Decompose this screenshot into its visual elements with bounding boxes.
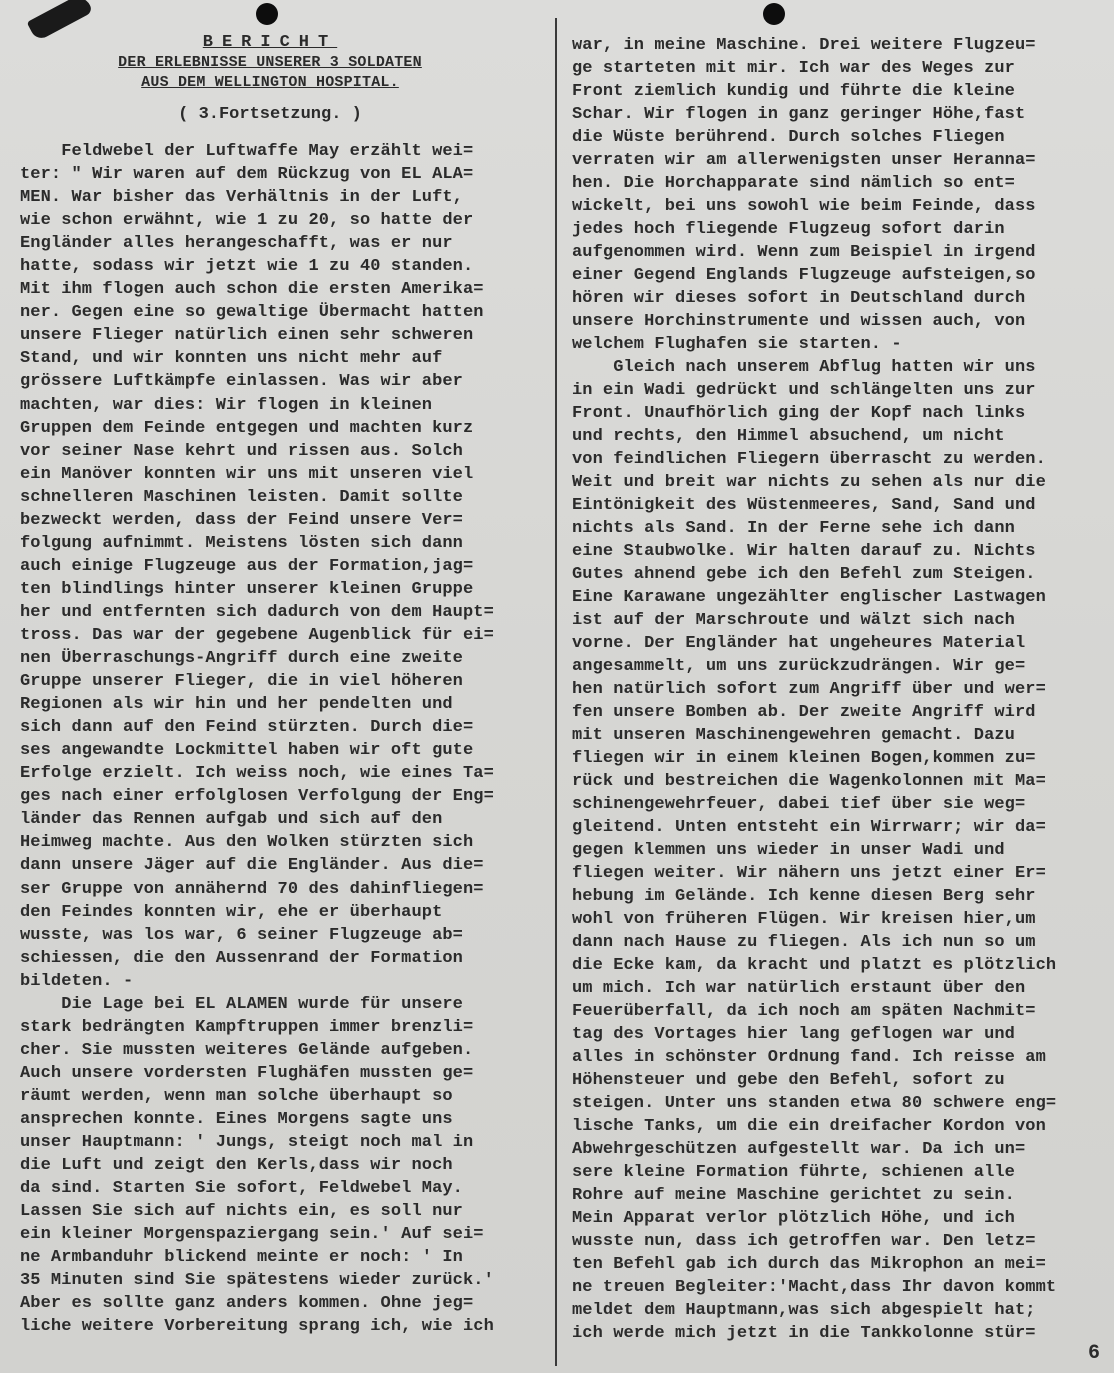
text-line: die Luft und zeigt den Kerls,dass wir noch bbox=[20, 1156, 453, 1176]
text-line: Rohre auf meine Maschine gerichtet zu sein. bbox=[572, 1186, 1015, 1205]
text-line: schiessen, die den Aussenrand der Formation bbox=[20, 948, 463, 968]
page-number: 6 bbox=[1087, 1342, 1100, 1365]
text-line: sich dann auf den Feind stürzten. Durch die= bbox=[20, 718, 474, 738]
text-line: ser Gruppe von annähernd 70 des dahinfliegen= bbox=[20, 879, 484, 899]
text-line: vorne. Der Engländer hat ungeheures Material bbox=[572, 634, 1026, 653]
report-header bbox=[80, 32, 460, 125]
column-divider bbox=[555, 18, 557, 1366]
text-line: steigen. Unter uns standen etwa 80 schwere eng= bbox=[572, 1094, 1057, 1113]
text-line: Schar. Wir flogen in ganz geringer Höhe,fast bbox=[572, 105, 1026, 124]
punch-hole-right bbox=[763, 3, 785, 25]
text-line: Höhensteuer und gebe den Befehl, sofort zu bbox=[572, 1071, 1005, 1090]
text-line: Weit und breit war nichts zu sehen als nur die bbox=[572, 473, 1046, 492]
text-line: wohl von früheren Flügen. Wir kreisen hier,um bbox=[572, 910, 1036, 929]
text-line: Heimweg machte. Aus den Wolken stürzten sich bbox=[20, 833, 474, 853]
text-line: MEN. War bisher das Verhältnis in der Luft, bbox=[20, 188, 463, 208]
text-line: liche weitere Vorbereitung sprang ich, wie ich bbox=[20, 1317, 494, 1337]
text-line: Front ziemlich kundig und führte die kleine bbox=[572, 82, 1015, 101]
text-line: hebung im Gelände. Ich kenne diesen Berg sehr bbox=[572, 887, 1036, 906]
text-line: Gleich nach unserem Abflug hatten wir uns bbox=[572, 358, 1036, 377]
text-line: von feindlichen Fliegern überrascht zu werden. bbox=[572, 450, 1046, 469]
text-line: Feuerüberfall, da ich noch am späten Nachmit= bbox=[572, 1002, 1036, 1021]
text-line: fliegen wir in einem kleinen Bogen,kommen zu= bbox=[572, 749, 1036, 768]
continuation-label: ( 3.Fortsetzung. ) bbox=[178, 105, 362, 124]
text-line: gleitend. Unten entsteht ein Wirrwarr; wir da= bbox=[572, 818, 1046, 837]
text-line: länder das Rennen aufgab und sich auf den bbox=[20, 810, 443, 830]
text-line: Mit ihm flogen auch schon die ersten Amerika= bbox=[20, 280, 484, 300]
text-line: Erfolge erzielt. Ich weiss noch, wie eines Ta= bbox=[20, 764, 494, 784]
text-line: sere kleine Formation führte, schienen alle bbox=[572, 1163, 1015, 1182]
text-line: machten, war dies: Wir flogen in kleinen bbox=[20, 395, 433, 415]
text-line: welchem Flughafen sie starten. - bbox=[572, 335, 902, 354]
text-line: schinengewehrfeuer, dabei tief über sie weg= bbox=[572, 795, 1026, 814]
text-line: die Ecke kam, da kracht und platzt es plötzlich bbox=[572, 956, 1057, 975]
text-line: aufgenommen wird. Wenn zum Beispiel in irgend bbox=[572, 243, 1036, 262]
text-line: ses angewandte Lockmittel haben wir oft gute bbox=[20, 741, 474, 761]
text-line: in ein Wadi gedrückt und schlängelten uns zur bbox=[572, 381, 1036, 400]
text-line: da sind. Starten Sie sofort, Feldwebel May. bbox=[20, 1179, 463, 1199]
text-line: dann nach Hause zu fliegen. Als ich nun so um bbox=[572, 933, 1036, 952]
text-line: um mich. Ich war natürlich erstaunt über den bbox=[572, 979, 1026, 998]
text-line: rück und bestreichen die Wagenkolonnen mit Ma= bbox=[572, 772, 1046, 791]
text-line: hen natürlich sofort zum Angriff über und wer= bbox=[572, 680, 1046, 699]
text-line: tross. Das war der gegebene Augenblick für ei= bbox=[20, 625, 494, 645]
text-line: meldet dem Hauptmann,was sich abgespielt hat; bbox=[572, 1301, 1036, 1320]
report-title: BERICHT bbox=[202, 33, 338, 52]
text-line: Engländer alles herangeschafft, was er nur bbox=[20, 234, 453, 254]
text-line: ansprechen konnte. Eines Morgens sagte uns bbox=[20, 1109, 453, 1129]
text-line: stark bedrängten Kampftruppen immer brenzli= bbox=[20, 1017, 474, 1037]
text-line: ich werde mich jetzt in die Tankkolonne stür= bbox=[572, 1324, 1036, 1343]
text-line: angesammelt, um uns zurückzudrängen. Wir ge= bbox=[572, 657, 1026, 676]
text-line: eine Staubwolke. Wir halten darauf zu. Nichts bbox=[572, 542, 1036, 561]
text-line: nichts als Sand. In der Ferne sehe ich dann bbox=[572, 519, 1015, 538]
text-line: ges nach einer erfolglosen Verfolgung der Eng= bbox=[20, 787, 494, 807]
text-line: Eine Karawane ungezählter englischer Lastwagen bbox=[572, 588, 1046, 607]
text-line: ten blindlings hinter unserer kleinen Gruppe bbox=[20, 579, 474, 599]
text-line: Eintönigkeit des Wüstenmeeres, Sand, Sand und bbox=[572, 496, 1036, 515]
text-line: nen Überraschungs-Angriff durch eine zweite bbox=[20, 649, 463, 669]
text-line: tag des Vortages hier lang geflogen war und bbox=[572, 1025, 1015, 1044]
text-line: ten Befehl gab ich durch das Mikrophon an mei= bbox=[572, 1255, 1046, 1274]
text-line: Die Lage bei EL ALAMEN wurde für unsere bbox=[20, 994, 463, 1014]
text-line: grössere Luftkämpfe einlassen. Was wir aber bbox=[20, 372, 463, 392]
text-line: Aber es sollte ganz anders kommen. Ohne jeg= bbox=[20, 1294, 474, 1314]
punch-hole-left bbox=[256, 3, 278, 25]
text-line: ne Armbanduhr blickend meinte er noch: ' In bbox=[20, 1248, 463, 1268]
text-line: Lassen Sie sich auf nichts ein, es soll nur bbox=[20, 1202, 463, 1222]
text-line: ge starteten mit mir. Ich war des Weges zur bbox=[572, 59, 1015, 78]
text-line: wusste, was los war, 6 seiner Flugzeuge ab= bbox=[20, 925, 463, 945]
text-line: wickelt, bei uns sowohl wie beim Feinde, dass bbox=[572, 197, 1036, 216]
text-line: ein Manöver konnten wir uns mit unseren viel bbox=[20, 464, 474, 484]
text-line: ner. Gegen eine so gewaltige Übermacht hatten bbox=[20, 303, 484, 323]
text-line: Front. Unaufhörlich ging der Kopf nach links bbox=[572, 404, 1026, 423]
right-text-column bbox=[572, 34, 1112, 1345]
text-line: gegen klemmen uns wieder in unser Wadi und bbox=[572, 841, 1005, 860]
text-line: wie schon erwähnt, wie 1 zu 20, so hatte der bbox=[20, 211, 474, 231]
text-line: cher. Sie mussten weiteres Gelände aufgeben. bbox=[20, 1040, 474, 1060]
text-line: lische Tanks, um die ein dreifacher Kordon von bbox=[572, 1117, 1046, 1136]
text-line: und rechts, den Himmel absuchend, um nicht bbox=[572, 427, 1005, 446]
text-line: unsere Flieger natürlich einen sehr schweren bbox=[20, 326, 474, 346]
text-line: 35 Minuten sind Sie spätestens wieder zurück.' bbox=[20, 1271, 494, 1291]
text-line: folgung aufnimmt. Meistens lösten sich dann bbox=[20, 533, 463, 553]
text-line: einer Gegend Englands Flugzeuge aufsteigen,so bbox=[572, 266, 1036, 285]
text-line: vor seiner Nase kehrt und rissen aus. Solch bbox=[20, 441, 463, 461]
text-line: wusste nun, dass ich getroffen war. Den letz= bbox=[572, 1232, 1036, 1251]
text-line: ne treuen Begleiter:'Macht,dass Ihr davon kommt bbox=[572, 1278, 1057, 1297]
text-line: hen. Die Horchapparate sind nämlich so ent= bbox=[572, 174, 1015, 193]
text-line: ter: " Wir waren auf dem Rückzug von EL ALA= bbox=[20, 165, 474, 185]
text-line: fen unsere Bomben ab. Der zweite Angriff wird bbox=[572, 703, 1036, 722]
text-line: Gruppe unserer Flieger, die in viel höheren bbox=[20, 672, 463, 692]
text-line: Mein Apparat verlor plötzlich Höhe, und ich bbox=[572, 1209, 1015, 1228]
report-subtitle-line1: DER ERLEBNISSE UNSERER 3 SOLDATEN bbox=[118, 54, 422, 71]
text-line: her und entfernten sich dadurch von dem Haupt= bbox=[20, 602, 494, 622]
text-line: Gutes ahnend gebe ich den Befehl zum Steigen. bbox=[572, 565, 1036, 584]
text-line: ein kleiner Morgenspaziergang sein.' Auf sei= bbox=[20, 1225, 484, 1245]
text-line: unsere Horchinstrumente und wissen auch, von bbox=[572, 312, 1026, 331]
text-line: auch einige Flugzeuge aus der Formation,jag= bbox=[20, 556, 474, 576]
text-line: jedes hoch fliegende Flugzeug sofort darin bbox=[572, 220, 1005, 239]
text-line: bezweckt werden, dass der Feind unsere Ver= bbox=[20, 510, 463, 530]
text-line: mit unseren Maschinengewehren gemacht. Dazu bbox=[572, 726, 1015, 745]
text-line: alles in schönster Ordnung fand. Ich reisse am bbox=[572, 1048, 1046, 1067]
text-line: den Feindes konnten wir, ehe er überhaupt bbox=[20, 902, 443, 922]
text-line: schnelleren Maschinen leisten. Damit sollte bbox=[20, 487, 463, 507]
text-line: Abwehrgeschützen aufgestellt war. Da ich un= bbox=[572, 1140, 1026, 1159]
text-line: hatte, sodass wir jetzt wie 1 zu 40 standen. bbox=[20, 257, 474, 277]
report-subtitle-line2: AUS DEM WELLINGTON HOSPITAL. bbox=[141, 74, 399, 91]
text-line: hören wir dieses sofort in Deutschland durch bbox=[572, 289, 1026, 308]
text-line: fliegen weiter. Wir nähern uns jetzt einer Er= bbox=[572, 864, 1046, 883]
text-line: unser Hauptmann: ' Jungs, steigt noch mal in bbox=[20, 1133, 474, 1153]
left-text-column bbox=[20, 140, 550, 1338]
text-line: dann unsere Jäger auf die Engländer. Aus die= bbox=[20, 856, 484, 876]
text-line: verraten wir am allerwenigsten unser Heranna= bbox=[572, 151, 1036, 170]
text-line: war, in meine Maschine. Drei weitere Flugzeu= bbox=[572, 36, 1036, 55]
text-line: ist auf der Marschroute und wälzt sich nach bbox=[572, 611, 1015, 630]
text-line: die Wüste berührend. Durch solches Fliegen bbox=[572, 128, 1005, 147]
text-line: räumt werden, wenn man solche überhaupt so bbox=[20, 1086, 453, 1106]
text-line: Regionen als wir hin und her pendelten und bbox=[20, 695, 453, 715]
text-line: Auch unsere vordersten Flughäfen mussten ge= bbox=[20, 1063, 474, 1083]
text-line: Feldwebel der Luftwaffe May erzählt wei= bbox=[20, 142, 474, 161]
text-line: Gruppen dem Feinde entgegen und machten kurz bbox=[20, 418, 474, 438]
text-line: Stand, und wir konnten uns nicht mehr auf bbox=[20, 349, 443, 369]
text-line: bildeten. - bbox=[20, 971, 134, 991]
